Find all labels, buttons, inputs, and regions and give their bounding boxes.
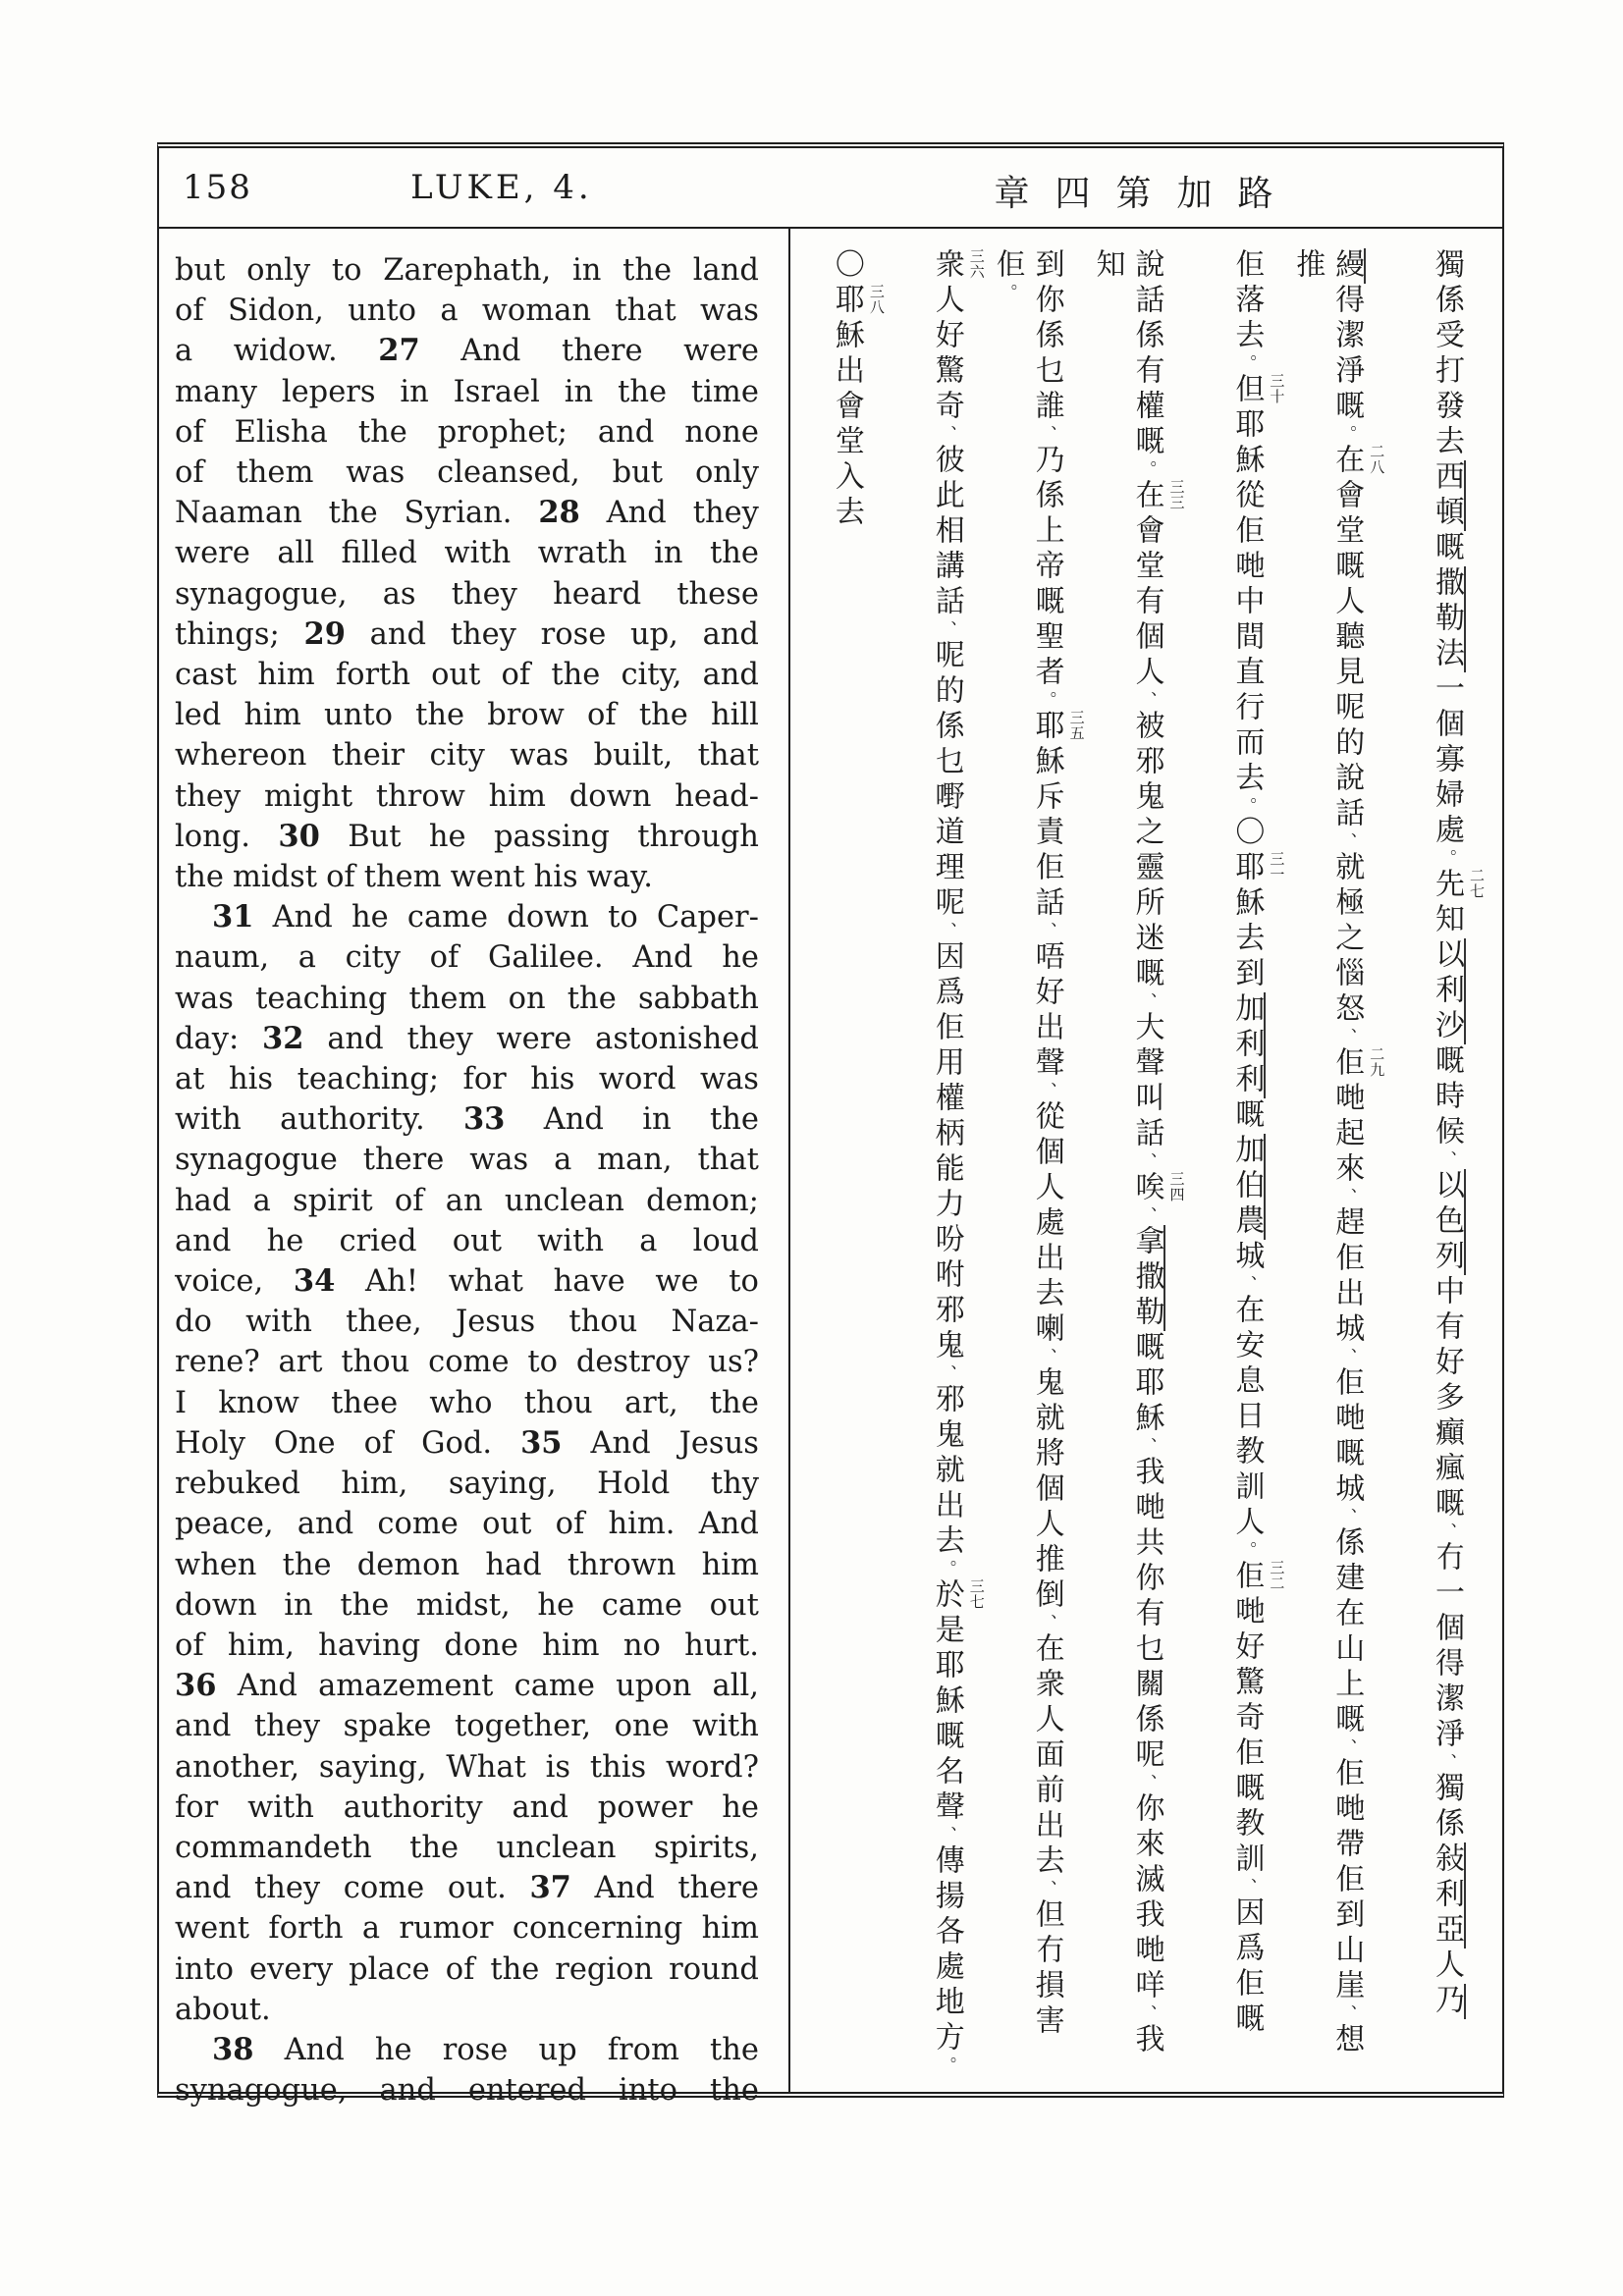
header-left — [159, 168, 790, 207]
english-line: and they spake together, one with — [175, 1709, 759, 1744]
proper-noun-mark: 加利利 — [1229, 992, 1265, 1098]
cjk-punctuation: 。 — [997, 284, 1017, 302]
english-line: were all filled with wrath in the — [175, 536, 759, 571]
proper-noun-mark: 乃 — [1430, 1984, 1465, 2019]
english-line: the midst of them went his way. — [175, 860, 653, 895]
english-line: whereon their city was built, that — [175, 738, 759, 774]
verse-number-annotation: 三三 — [1167, 479, 1186, 510]
english-line: of Sidon, unto a woman that was — [175, 294, 759, 329]
cjk-punctuation: 。 — [1136, 460, 1157, 479]
english-line: Holy One of God. 35 And Jesus — [175, 1423, 759, 1464]
english-line: of them was cleansed, but only — [175, 455, 759, 491]
verse-number-annotation: 二七 — [1468, 868, 1487, 899]
cjk-punctuation: 、 — [1436, 1522, 1457, 1541]
cjk-punctuation: 、 — [1236, 1275, 1257, 1294]
chinese-column-text: 縵得潔淨嘅。 二八 在會堂嘅人聽見呢的說話、就極之惱怒、 二九 佢哋起來、趕佢出城、佢哋嘅城、係建在山上嘅、佢哋帶佢到山崖、想推 — [1290, 248, 1386, 2058]
cjk-punctuation: 、 — [936, 922, 956, 940]
verse-number: 28 — [538, 495, 580, 531]
cjk-punctuation: 、 — [1336, 832, 1357, 851]
proper-noun-mark: 拿撒勒 — [1129, 1225, 1164, 1331]
english-line: of him, having done him no hurt. — [175, 1628, 759, 1663]
english-line: many lepers in Israel in the time — [175, 374, 759, 409]
printed-page — [157, 142, 1504, 2109]
cjk-punctuation: 、 — [1336, 1028, 1357, 1046]
proper-noun-mark: 加伯農 — [1229, 1134, 1265, 1240]
cjk-punctuation: 。 — [1336, 425, 1357, 444]
english-line: went forth a rumor concerning him — [175, 1911, 759, 1947]
english-line: naum, a city of Galilee. And he — [175, 940, 759, 976]
english-line: things; 29 and they rose up, and — [175, 614, 759, 655]
cjk-punctuation: 。 — [1236, 354, 1257, 373]
verse-number: 31 — [212, 899, 254, 935]
page-number: 158 — [183, 168, 252, 207]
english-line: another, saying, What is this word? — [175, 1749, 759, 1785]
cjk-punctuation: 。 — [936, 2056, 956, 2075]
cjk-punctuation: 、 — [1136, 1437, 1157, 1456]
verse-number: 30 — [278, 818, 320, 854]
verse-number-annotation: 三一 — [1268, 851, 1286, 882]
cjk-punctuation: 、 — [1436, 1150, 1457, 1169]
cjk-punctuation: 、 — [1036, 425, 1056, 444]
chinese-column-text: 說話係有權嘅。 三三 在會堂有個人、被邪鬼之靈所迷嘅、大聲叫話、 三四 唉、拿撒勒嘅耶穌、我哋共你有乜關係呢、你來滅我哋咩、我知 — [1090, 248, 1186, 2058]
english-line: at his teaching; for his word was — [175, 1062, 759, 1097]
cjk-punctuation: 、 — [1036, 1880, 1056, 1898]
verse-number: 29 — [303, 615, 346, 652]
cjk-punctuation: 、 — [1336, 1738, 1357, 1757]
english-line: peace, and come out of him. And — [175, 1507, 759, 1542]
english-line: into every place of the region round — [175, 1951, 759, 1987]
cjk-punctuation: 、 — [936, 1826, 956, 1844]
english-line: led him unto the brow of the hill — [175, 698, 759, 733]
english-column — [159, 229, 790, 2109]
verse-number: 33 — [462, 1101, 506, 1138]
english-line: about. — [175, 1992, 271, 2027]
proper-noun-mark: 撒勒法 — [1430, 566, 1465, 672]
english-line: synagogue, as they heard these — [175, 576, 759, 612]
verse-number-annotation: 二八 — [1368, 444, 1386, 475]
cjk-punctuation: 、 — [936, 1364, 956, 1383]
english-line: and they come out. 37 And there — [175, 1868, 759, 1908]
english-line: for with authority and power he — [175, 1789, 759, 1825]
cjk-punctuation: 、 — [1136, 1152, 1157, 1171]
english-line: of Elisha the prophet; and none — [175, 414, 759, 450]
page-body — [159, 229, 1502, 2109]
cjk-punctuation: 、 — [1136, 992, 1157, 1011]
verse-number: 32 — [262, 1020, 304, 1056]
verse-number: 27 — [378, 333, 420, 369]
verse-number-annotation: 三十 — [1268, 373, 1286, 404]
english-line: cast him forth out of the city, and — [175, 658, 759, 693]
cjk-punctuation: 。 — [1436, 849, 1457, 868]
english-line: had a spirit of an unclean demon; — [175, 1183, 759, 1218]
book-title-english: LUKE, 4. — [410, 168, 593, 207]
cjk-punctuation: 、 — [936, 425, 956, 444]
english-line: down in the midst, he came out — [175, 1587, 759, 1623]
english-line: commandeth the unclean spirits, — [175, 1830, 759, 1865]
cjk-punctuation: 。 — [1236, 1541, 1257, 1560]
verse-number: 36 — [175, 1668, 217, 1704]
english-line: was teaching them on the sabbath — [175, 981, 759, 1016]
chinese-column-text: 獨係受打發去西頓嘅撒勒法一個寡婦處。 二七 先知以利沙嘅時候、以色列中有好多癲瘋嘅、冇一個得潔淨、獨係敍利亞人乃 — [1430, 248, 1487, 2019]
chinese-column — [990, 248, 1097, 2092]
chinese-column — [1196, 248, 1296, 2092]
english-line: Naaman the Syrian. 28 And they — [175, 493, 759, 533]
english-line: and he cried out with a loud — [175, 1223, 759, 1258]
chinese-column-text: 〇 三八 耶穌出會堂入去 — [829, 248, 886, 531]
english-line: a widow. 27 And there were — [175, 331, 759, 371]
chinese-column — [896, 248, 997, 2092]
chinese-column — [796, 248, 896, 2092]
english-line: synagogue there was a man, that — [175, 1143, 759, 1178]
chinese-column — [1396, 248, 1496, 2092]
cjk-punctuation: 、 — [936, 620, 956, 639]
english-line: I know thee who thou art, the — [175, 1385, 759, 1420]
chinese-column — [1290, 248, 1396, 2092]
verse-number: 37 — [529, 1870, 571, 1906]
cjk-punctuation: 、 — [1336, 1188, 1357, 1206]
cjk-punctuation: 。 — [936, 1560, 956, 1578]
cjk-punctuation: 、 — [1136, 2004, 1157, 2023]
cjk-punctuation: 、 — [1036, 1082, 1056, 1100]
chinese-column-text: 三六 衆人好驚奇、彼此相講話、呢的係乜嘢道理呢、因爲佢用權柄能力吩咐邪鬼、邪鬼就出去。 三七 於是耶穌嘅名聲、傳揚各處地方。 — [929, 248, 986, 2075]
cjk-punctuation: 、 — [1036, 1348, 1056, 1366]
proper-noun-mark: 西頓 — [1430, 460, 1465, 531]
proper-noun-mark: 以利沙 — [1430, 938, 1465, 1044]
english-line: voice, 34 Ah! what have we to — [175, 1261, 759, 1302]
proper-noun-mark: 敍利亞 — [1430, 1842, 1465, 1949]
verse-number-annotation: 三七 — [967, 1578, 986, 1610]
verse-number: 35 — [520, 1424, 563, 1461]
verse-number-annotation: 三八 — [867, 284, 886, 315]
verse-number-annotation: 三六 — [967, 248, 986, 280]
english-line: when the demon had thrown him — [175, 1547, 759, 1582]
verse-number: 38 — [212, 2031, 254, 2067]
english-line: 38 And he rose up from the — [175, 2030, 759, 2070]
english-line: do with thee, Jesus thou Naza- — [175, 1305, 759, 1340]
cjk-punctuation: 。 — [1036, 691, 1056, 710]
cjk-punctuation: 、 — [1336, 2004, 1357, 2023]
verse-number: 34 — [293, 1263, 336, 1300]
cjk-punctuation: 、 — [1036, 922, 1056, 940]
cjk-punctuation: 、 — [1036, 1614, 1056, 1632]
cjk-punctuation: 、 — [1436, 1753, 1457, 1772]
english-line: rebuked him, saying, Hold thy — [175, 1467, 759, 1502]
cjk-punctuation: 。 — [1236, 797, 1257, 816]
chinese-column-text: 到你係乜誰、乃係上帝嘅聖者。 三五 耶穌斥責佢話、唔好出聲、從個人處出去喇、鬼就將個人推倒、在衆人面前出去、但冇損害佢。 — [990, 248, 1086, 2040]
cjk-punctuation: 、 — [1136, 1206, 1157, 1225]
english-line: with authority. 33 And in the — [175, 1099, 759, 1140]
page-header — [159, 148, 1502, 229]
cjk-punctuation: 、 — [1336, 1508, 1357, 1526]
english-line: 36 And amazement came upon all, — [175, 1666, 759, 1706]
cjk-punctuation: 、 — [1136, 691, 1157, 710]
verse-number-annotation: 三四 — [1167, 1171, 1186, 1202]
cjk-punctuation: 、 — [1236, 1878, 1257, 1896]
chinese-columns — [790, 229, 1502, 2092]
chinese-column — [1090, 248, 1197, 2092]
english-line: 31 And he came down to Caper- — [175, 897, 759, 937]
proper-noun-mark: 縵 — [1329, 248, 1365, 284]
cjk-punctuation: 、 — [1336, 1348, 1357, 1366]
chinese-column-text: 佢落去。 三十 但耶穌從佢哋中間直行而去。〇 三一 耶穌去到加利利嘅加伯農城、在安息日教訓人。 三二 佢哋好驚奇佢嘅教訓、因爲佢嘅 — [1229, 248, 1286, 2038]
english-line: they might throw him down head- — [175, 778, 759, 814]
english-line: but only to Zarephath, in the land — [175, 253, 759, 288]
english-line: day: 32 and they were astonished — [175, 1019, 759, 1059]
book-title-chinese: 章四第加路 — [994, 173, 1299, 214]
proper-noun-mark: 以色列 — [1430, 1169, 1465, 1275]
verse-number-annotation: 三二 — [1268, 1560, 1286, 1591]
english-line: rene? art thou come to destroy us? — [175, 1345, 759, 1380]
verse-number-annotation: 三五 — [1067, 710, 1086, 741]
cjk-punctuation: 、 — [1136, 1774, 1157, 1792]
verse-number-annotation: 二九 — [1368, 1046, 1386, 1078]
english-line: long. 30 But he passing through — [175, 817, 759, 857]
english-line: synagogue, and entered into the — [175, 2073, 759, 2109]
